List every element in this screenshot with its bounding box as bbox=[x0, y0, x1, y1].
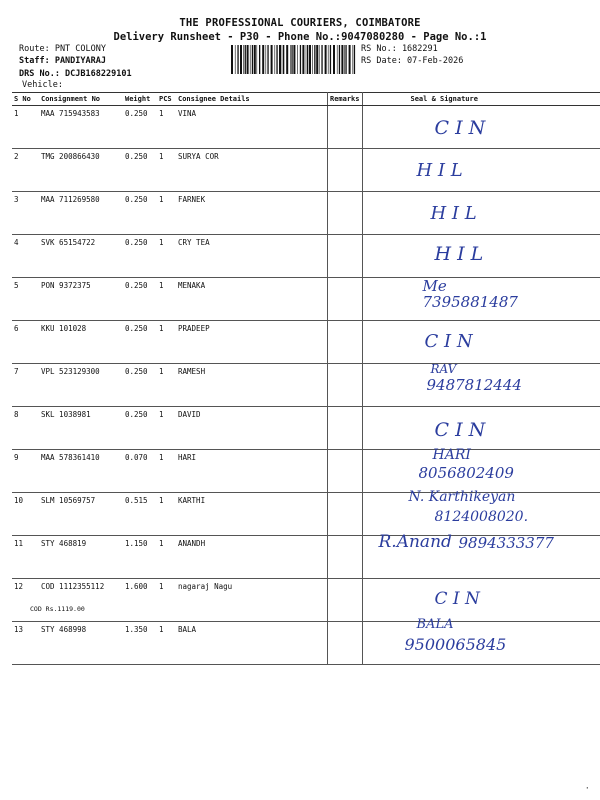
handwritten-signature: RAV bbox=[430, 362, 457, 376]
row-consignee-text: PRADEEP bbox=[178, 324, 210, 333]
row-consignee-text: MENAKA bbox=[178, 281, 206, 290]
row-consignment-text: MAA 578361410 bbox=[41, 453, 100, 462]
handwritten-phone: 8056802409 bbox=[418, 464, 514, 482]
row-consignment bbox=[39, 622, 123, 665]
row-remarks bbox=[327, 407, 362, 450]
row-weight-text: 0.250 bbox=[125, 238, 148, 247]
row-remarks bbox=[327, 321, 362, 364]
row-pcs bbox=[157, 235, 176, 278]
handwritten-signature: C I N bbox=[434, 419, 486, 441]
row-consignment bbox=[39, 536, 123, 579]
barcode-bar bbox=[286, 45, 288, 74]
barcode-bar bbox=[293, 45, 295, 74]
col-weight: Weight bbox=[123, 93, 157, 106]
handwritten-phone: 8124008020. bbox=[434, 509, 529, 525]
col-consignee: Consignee Details bbox=[176, 93, 327, 106]
vehicle-label: Vehicle: bbox=[22, 80, 63, 90]
row-sno-text: 13 bbox=[14, 625, 24, 634]
row-remarks bbox=[327, 364, 362, 407]
table-row bbox=[12, 407, 600, 450]
row-consignee-text: SURYA COR bbox=[178, 152, 219, 161]
row-consignment-text: PON 9372375 bbox=[41, 281, 91, 290]
row-consignment bbox=[30, 579, 123, 622]
row-consignee bbox=[176, 321, 327, 364]
row-weight-text: 0.250 bbox=[125, 152, 148, 161]
row-remarks bbox=[327, 192, 362, 235]
barcode-bar bbox=[297, 45, 298, 74]
row-consignee bbox=[176, 364, 327, 407]
row-consignee bbox=[176, 149, 327, 192]
corner-mark-icon: · bbox=[584, 784, 590, 794]
row-sno bbox=[12, 192, 39, 235]
barcode-bar bbox=[231, 45, 233, 74]
row-pcs-text: 1 bbox=[159, 195, 164, 204]
row-pcs bbox=[157, 106, 176, 149]
row-remarks bbox=[327, 536, 362, 579]
row-weight bbox=[123, 149, 157, 192]
row-signature bbox=[362, 106, 600, 149]
company-title: THE PROFESSIONAL COURIERS, COIMBATORE bbox=[179, 17, 421, 29]
barcode-bar bbox=[235, 45, 236, 74]
row-remarks bbox=[327, 235, 362, 278]
runsheet-subtitle: Delivery Runsheet - P30 - Phone No.:9047080280 - Page No.:1 bbox=[113, 31, 487, 43]
row-sno bbox=[12, 235, 39, 278]
col-remarks: Remarks bbox=[327, 93, 362, 106]
route-label: Route: PNT COLONY bbox=[19, 44, 106, 54]
row-pcs bbox=[157, 579, 176, 622]
barcode-bar bbox=[354, 45, 355, 74]
row-sno-text: 10 bbox=[14, 496, 24, 505]
row-consignee-text: nagaraj Nagu bbox=[178, 582, 233, 591]
drs-label: DRS No.: DCJB168229101 bbox=[19, 69, 132, 79]
row-consignee-text: DAVID bbox=[178, 410, 201, 419]
barcode-bar bbox=[266, 45, 267, 74]
row-remarks bbox=[327, 278, 362, 321]
row-weight-text: 0.070 bbox=[125, 453, 148, 462]
row-pcs-text: 1 bbox=[159, 496, 164, 505]
handwritten-phone: 9894333377 bbox=[458, 534, 554, 552]
table-row bbox=[12, 536, 600, 579]
row-remarks bbox=[327, 106, 362, 149]
handwritten-phone: 9500065845 bbox=[404, 635, 507, 654]
row-weight bbox=[123, 235, 157, 278]
row-remarks bbox=[327, 579, 362, 622]
barcode-bar bbox=[262, 45, 264, 74]
row-consignee-text: VINA bbox=[178, 109, 197, 118]
row-consignee-text: ANANDH bbox=[178, 539, 206, 548]
row-pcs-text: 1 bbox=[159, 238, 164, 247]
row-pcs-text: 1 bbox=[159, 152, 164, 161]
barcode-bar bbox=[307, 45, 308, 74]
row-weight bbox=[123, 579, 157, 622]
row-sno bbox=[12, 364, 39, 407]
row-consignee bbox=[176, 192, 327, 235]
row-sno-text: 8 bbox=[14, 410, 19, 419]
row-weight bbox=[123, 450, 157, 493]
table-row bbox=[12, 450, 600, 493]
row-consignment-text: SVK 65154722 bbox=[41, 238, 96, 247]
row-weight-text: 1.600 bbox=[125, 582, 148, 591]
handwritten-signature: Me bbox=[422, 277, 447, 295]
row-weight bbox=[123, 536, 157, 579]
barcode-bar bbox=[321, 45, 322, 74]
row-pcs-text: 1 bbox=[159, 109, 164, 118]
row-consignment bbox=[39, 278, 123, 321]
row-consignee bbox=[176, 622, 327, 665]
row-consignment-text: SLM 10569757 bbox=[41, 496, 96, 505]
table-row bbox=[12, 106, 600, 149]
row-pcs bbox=[157, 278, 176, 321]
row-weight bbox=[123, 364, 157, 407]
row-consignment-text: KKU 101028 bbox=[41, 324, 87, 333]
handwritten-phone: 7395881487 bbox=[422, 293, 518, 311]
row-weight-text: 0.250 bbox=[125, 410, 148, 419]
staff-label: Staff: PANDIYARAJ bbox=[19, 56, 106, 66]
handwritten-signature: C I N bbox=[424, 331, 473, 352]
table-row bbox=[12, 192, 600, 235]
table-row bbox=[12, 321, 600, 364]
row-remarks bbox=[327, 450, 362, 493]
barcode-bar bbox=[257, 45, 258, 74]
row-sno-text: 1 bbox=[14, 109, 19, 118]
row-sno-text: 6 bbox=[14, 324, 19, 333]
barcode-bar bbox=[328, 45, 329, 74]
row-consignee-text: RAMESH bbox=[178, 367, 206, 376]
barcode-bar bbox=[341, 45, 343, 74]
barcode-bar bbox=[247, 45, 249, 74]
row-sno bbox=[12, 579, 39, 622]
barcode-bar bbox=[254, 45, 256, 74]
row-consignee-text: CRY TEA bbox=[178, 238, 210, 247]
table-row bbox=[12, 579, 600, 622]
barcode-bar bbox=[250, 45, 251, 74]
rs-number: RS No.: 1682291 bbox=[361, 44, 438, 54]
handwritten-signature: R.Anand bbox=[378, 532, 452, 552]
delivery-table bbox=[12, 92, 600, 665]
barcode-bar bbox=[337, 45, 338, 74]
row-signature bbox=[362, 364, 600, 407]
row-consignee bbox=[176, 407, 327, 450]
row-pcs-text: 1 bbox=[159, 582, 164, 591]
row-consignee bbox=[176, 536, 327, 579]
handwritten-signature: C I N bbox=[434, 117, 486, 139]
handwritten-signature: C I N bbox=[434, 589, 480, 609]
row-weight-text: 0.250 bbox=[125, 367, 148, 376]
barcode-bar bbox=[312, 45, 313, 74]
barcode-bar bbox=[279, 45, 281, 74]
row-weight-text: 0.250 bbox=[125, 324, 148, 333]
row-sno bbox=[12, 407, 39, 450]
barcode-bar bbox=[349, 45, 351, 74]
col-pcs: PCS bbox=[157, 93, 176, 106]
row-signature bbox=[362, 489, 600, 536]
row-sno-text: 5 bbox=[14, 281, 19, 290]
row-signature bbox=[362, 149, 600, 192]
row-consignment-text: MAA 711269580 bbox=[41, 195, 100, 204]
row-consignment-text: STY 468819 bbox=[41, 539, 87, 548]
row-pcs bbox=[157, 149, 176, 192]
row-sno-text: 12 bbox=[14, 582, 24, 591]
row-weight-text: 0.250 bbox=[125, 109, 148, 118]
row-pcs bbox=[157, 493, 176, 536]
handwritten-phone: 9487812444 bbox=[426, 376, 522, 394]
barcode-bar bbox=[240, 45, 242, 74]
row-pcs bbox=[157, 192, 176, 235]
rs-date: RS Date: 07-Feb-2026 bbox=[361, 56, 464, 66]
row-consignment bbox=[39, 321, 123, 364]
row-consignment bbox=[39, 450, 123, 493]
row-weight-text: 1.150 bbox=[125, 539, 148, 548]
row-sno-text: 11 bbox=[14, 539, 24, 548]
row-sno bbox=[12, 321, 39, 364]
barcode-bar bbox=[300, 45, 301, 74]
row-signature bbox=[362, 532, 600, 579]
barcode-bar bbox=[302, 45, 304, 74]
row-weight bbox=[123, 407, 157, 450]
row-pcs-text: 1 bbox=[159, 367, 164, 376]
row-consignee-text: FARNEK bbox=[178, 195, 206, 204]
barcode-bar bbox=[267, 45, 268, 74]
row-consignee-text: KARTHI bbox=[178, 496, 206, 505]
row-pcs-text: 1 bbox=[159, 539, 164, 548]
row-remarks bbox=[327, 622, 362, 665]
row-consignment bbox=[39, 192, 123, 235]
row-sno bbox=[12, 622, 39, 665]
table-row bbox=[12, 364, 600, 407]
row-sno bbox=[12, 536, 39, 579]
row-signature bbox=[362, 447, 600, 493]
row-pcs bbox=[157, 536, 176, 579]
barcode-bar bbox=[344, 45, 345, 74]
table-row bbox=[12, 278, 600, 321]
row-sno bbox=[12, 493, 39, 536]
table-header-row bbox=[12, 93, 600, 106]
row-weight bbox=[123, 493, 157, 536]
barcode-bar bbox=[333, 45, 335, 74]
row-consignment-text: TMG 200866430 bbox=[41, 152, 100, 161]
col-consignment: Consignment No bbox=[39, 93, 123, 106]
row-pcs-text: 1 bbox=[159, 324, 164, 333]
row-sno-text: 4 bbox=[14, 238, 19, 247]
row-consignment bbox=[39, 364, 123, 407]
table-row bbox=[12, 149, 600, 192]
row-pcs bbox=[157, 450, 176, 493]
barcode-bar bbox=[271, 45, 273, 74]
row-weight bbox=[123, 622, 157, 665]
row-consignee bbox=[176, 278, 327, 321]
barcode-bar bbox=[283, 45, 284, 74]
barcode-bar bbox=[290, 45, 291, 74]
barcode-bar bbox=[282, 45, 283, 74]
row-pcs bbox=[157, 407, 176, 450]
row-pcs-text: 1 bbox=[159, 410, 164, 419]
table-row bbox=[12, 622, 600, 665]
row-consignment-text: VPL 523129300 bbox=[41, 367, 100, 376]
row-signature bbox=[362, 235, 600, 278]
barcode-bar bbox=[339, 45, 340, 74]
row-consignment bbox=[39, 106, 123, 149]
row-weight bbox=[123, 321, 157, 364]
barcode-bar bbox=[345, 45, 346, 74]
row-weight bbox=[123, 106, 157, 149]
row-consignment bbox=[39, 407, 123, 450]
barcode-bar bbox=[306, 45, 307, 74]
row-sno-text: 3 bbox=[14, 195, 19, 204]
barcode-bar bbox=[243, 45, 244, 74]
row-signature bbox=[362, 617, 600, 665]
row-signature bbox=[362, 579, 600, 622]
barcode-image bbox=[231, 45, 356, 74]
row-sno bbox=[12, 106, 39, 149]
barcode-bar bbox=[330, 45, 331, 74]
row-consignment bbox=[39, 235, 123, 278]
barcode-bar bbox=[291, 45, 292, 74]
row-pcs bbox=[157, 622, 176, 665]
row-weight bbox=[123, 192, 157, 235]
barcode-bar bbox=[237, 45, 238, 74]
row-remarks bbox=[327, 493, 362, 536]
row-pcs bbox=[157, 321, 176, 364]
handwritten-signature: N. Karthikeyan bbox=[408, 489, 516, 505]
handwritten-signature: HARI bbox=[432, 447, 471, 463]
row-signature bbox=[362, 192, 600, 235]
barcode-bar bbox=[353, 45, 354, 74]
row-weight-text: 0.250 bbox=[125, 195, 148, 204]
row-sno-text: 9 bbox=[14, 453, 19, 462]
row-pcs bbox=[157, 364, 176, 407]
row-signature bbox=[362, 321, 600, 364]
row-pcs-text: 1 bbox=[159, 281, 164, 290]
barcode-bar bbox=[314, 45, 315, 74]
table-row bbox=[12, 493, 600, 536]
row-consignment-text: COD 1112355112 bbox=[41, 582, 105, 591]
cod-amount: COD Rs.1119.00 bbox=[30, 605, 85, 613]
handwritten-signature: H I L bbox=[416, 160, 463, 181]
row-consignment-text: SKL 1038981 bbox=[41, 410, 91, 419]
row-consignee bbox=[176, 106, 327, 149]
barcode-bar bbox=[316, 45, 318, 74]
row-pcs-text: 1 bbox=[159, 453, 164, 462]
row-pcs-text: 1 bbox=[159, 625, 164, 634]
handwritten-signature: BALA bbox=[416, 617, 454, 632]
row-consignee bbox=[176, 579, 327, 622]
col-signature: Seal & Signature bbox=[362, 93, 600, 106]
row-sno bbox=[12, 149, 39, 192]
barcode-bar bbox=[259, 45, 260, 74]
barcode-bar bbox=[325, 45, 327, 74]
table-body bbox=[12, 106, 600, 665]
row-consignee bbox=[176, 450, 327, 493]
row-consignee bbox=[176, 493, 327, 536]
barcode-bar bbox=[275, 45, 276, 74]
handwritten-signature: H I L bbox=[434, 243, 484, 265]
col-sno: S No bbox=[12, 93, 39, 106]
barcode-bar bbox=[252, 45, 253, 74]
row-consignment-text: MAA 715943583 bbox=[41, 109, 100, 118]
row-signature bbox=[362, 407, 600, 450]
row-consignment-text: STY 468998 bbox=[41, 625, 87, 634]
barcode-bar bbox=[245, 45, 246, 74]
row-consignment bbox=[39, 149, 123, 192]
row-sno bbox=[12, 278, 39, 321]
row-consignment bbox=[39, 493, 123, 536]
row-weight-text: 1.350 bbox=[125, 625, 148, 634]
row-remarks bbox=[327, 149, 362, 192]
barcode-bar bbox=[309, 45, 311, 74]
row-consignee-text: BALA bbox=[178, 625, 197, 634]
row-sno-text: 2 bbox=[14, 152, 19, 161]
row-sno bbox=[12, 450, 39, 493]
row-consignee bbox=[176, 235, 327, 278]
handwritten-signature: H I L bbox=[430, 203, 477, 224]
row-consignee-text: HARI bbox=[178, 453, 197, 462]
row-weight-text: 0.515 bbox=[125, 496, 148, 505]
row-weight bbox=[123, 278, 157, 321]
row-signature bbox=[362, 278, 600, 321]
table-row bbox=[12, 235, 600, 278]
row-weight-text: 0.250 bbox=[125, 281, 148, 290]
barcode-bar bbox=[276, 45, 277, 74]
barcode-bar bbox=[319, 45, 320, 74]
row-sno-text: 7 bbox=[14, 367, 19, 376]
